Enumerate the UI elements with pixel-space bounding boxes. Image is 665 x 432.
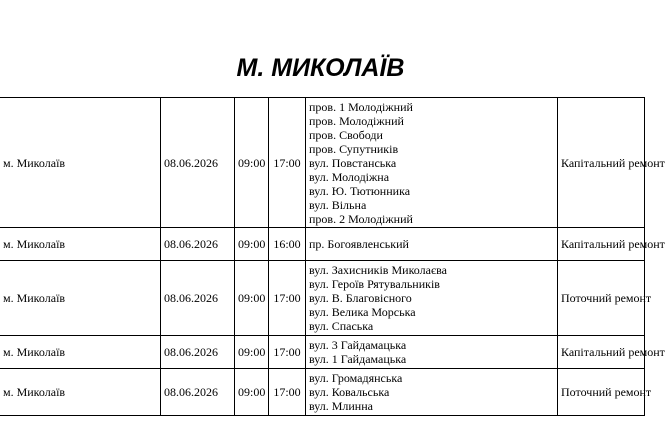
city-cell: м. Миколаїв xyxy=(0,336,161,369)
street-item: пров. Молодіжний xyxy=(309,113,404,128)
street-item: вул. Повстанська xyxy=(309,155,397,170)
end-time-cell: 17:00 xyxy=(269,261,306,336)
end-time-cell: 17:00 xyxy=(269,369,306,416)
street-item: вул. 1 Гайдамацька xyxy=(309,352,407,366)
streets-cell xyxy=(306,98,558,228)
street-item: вул. Млинна xyxy=(309,399,373,413)
date-cell: 08.06.2026 xyxy=(161,98,235,228)
city-cell: м. Миколаїв xyxy=(0,98,161,228)
street-item: вул. В. Благовісного xyxy=(309,291,412,305)
page-title: М. МИКОЛАЇВ xyxy=(236,54,405,82)
table-row xyxy=(0,98,645,228)
streets-cell xyxy=(306,369,558,416)
date-cell: 08.06.2026 xyxy=(161,228,235,261)
city-cell: м. Миколаїв xyxy=(0,228,161,261)
end-time-cell: 16:00 xyxy=(269,228,306,261)
table-row xyxy=(0,228,645,261)
start-time-cell: 09:00 xyxy=(235,228,269,261)
start-time-cell: 09:00 xyxy=(235,369,269,416)
table-row xyxy=(0,336,645,369)
outage-schedule-table xyxy=(0,97,665,416)
street-item: вул. Ю. Тютюнника xyxy=(309,183,411,198)
city-cell: м. Миколаїв xyxy=(0,261,161,336)
end-time-cell: 17:00 xyxy=(269,336,306,369)
work-type-cell: Поточний ремонт xyxy=(558,369,645,416)
work-type-cell: Капітальний ремонт xyxy=(558,228,645,261)
street-item: вул. 3 Гайдамацька xyxy=(309,338,407,352)
street-item: пров. 2 Молодіжний xyxy=(309,211,413,226)
work-type-cell: Капітальний ремонт xyxy=(558,336,645,369)
street-item: вул. Героїв Рятувальників xyxy=(309,277,440,291)
street-item: вул. Громадянська xyxy=(309,371,403,385)
streets-cell xyxy=(306,261,558,336)
street-item: вул. Захисників Миколаєва xyxy=(309,263,447,277)
date-cell: 08.06.2026 xyxy=(161,369,235,416)
start-time-cell: 09:00 xyxy=(235,336,269,369)
date-cell: 08.06.2026 xyxy=(161,261,235,336)
street-item: вул. Вільна xyxy=(309,197,367,212)
street-item: пр. Богоявленський xyxy=(309,237,409,251)
start-time-cell: 09:00 xyxy=(235,98,269,228)
work-type-cell: Поточний ремонт xyxy=(558,261,645,336)
street-item: вул. Велика Морська xyxy=(309,305,416,319)
start-time-cell: 09:00 xyxy=(235,261,269,336)
table-row xyxy=(0,369,645,416)
street-item: вул. Ковальська xyxy=(309,385,390,399)
streets-cell xyxy=(306,336,558,369)
streets-cell xyxy=(306,228,558,261)
end-time-cell: 17:00 xyxy=(269,98,306,228)
city-cell: м. Миколаїв xyxy=(0,369,161,416)
street-item: вул. Спаська xyxy=(309,319,374,333)
street-item: вул. Молодіжна xyxy=(309,169,390,184)
table-row xyxy=(0,261,645,336)
street-item: пров. 1 Молодіжний xyxy=(309,99,413,114)
street-item: пров. Супутників xyxy=(309,141,399,156)
work-type-cell: Капітальний ремонт xyxy=(558,98,645,228)
date-cell: 08.06.2026 xyxy=(161,336,235,369)
street-item: пров. Свободи xyxy=(309,127,383,142)
